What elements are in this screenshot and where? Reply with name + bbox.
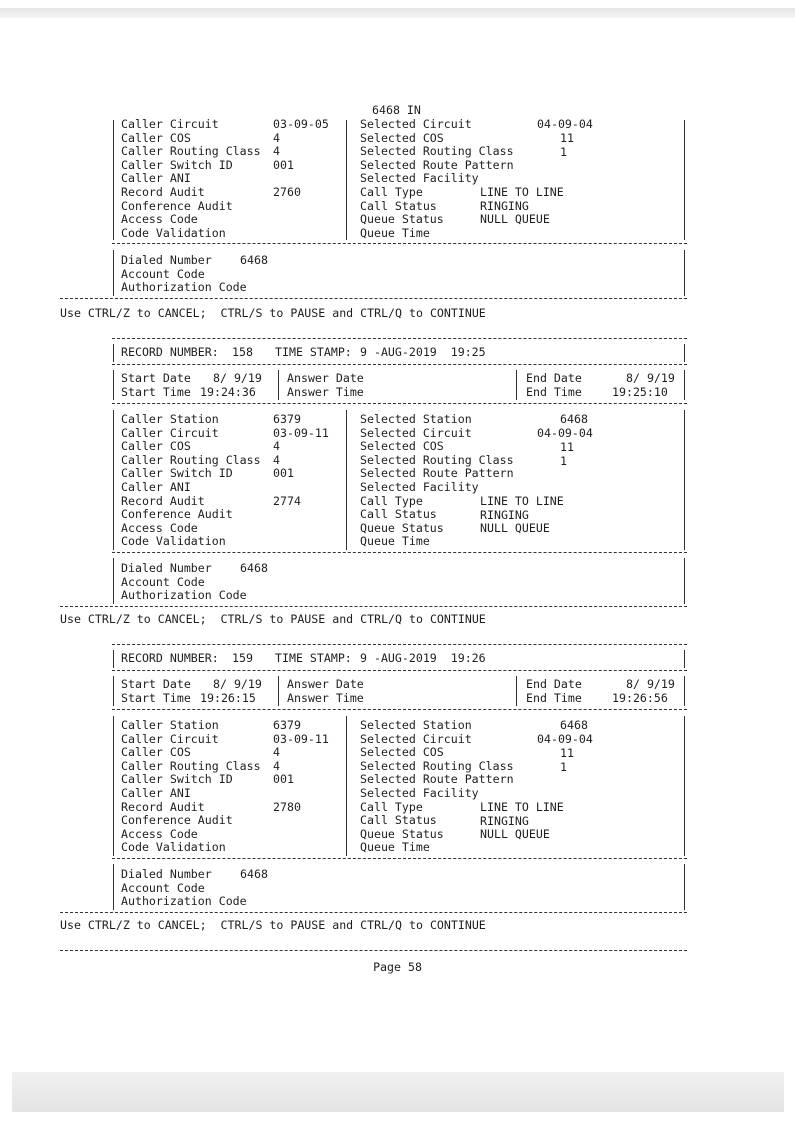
label: Conference Audit [121,507,233,522]
answer-time-label: Answer Time [287,385,364,399]
prev-dial-labels [121,254,247,295]
record-left-values [273,719,329,841]
scan-edge-bottom [12,1072,784,1112]
value: 001 [273,466,294,481]
value: 04-09-04 [537,732,593,746]
divider [278,370,279,400]
end-time: 19:25:10 [612,385,668,399]
end-time-label: End Time [526,691,582,705]
end-date: 8/ 9/19 [626,677,675,691]
label: Code Validation [121,225,226,240]
value: 4 [273,130,280,145]
border [684,716,685,856]
label: Dialed Number [121,253,212,267]
label: Code Validation [121,840,226,855]
label: Caller Station [121,412,219,426]
separator [60,950,687,951]
border [684,650,685,668]
label: Selected Routing Class [360,452,514,467]
label: Access Code [121,212,198,227]
label: Caller Circuit [121,731,219,746]
border [684,370,685,400]
label: Call Status [360,813,437,828]
border [113,716,114,856]
start-time: 19:24:36 [200,385,256,399]
start-time-label: Start Time [121,691,191,705]
time-stamp-label: TIME STAMP: [275,345,352,359]
time-stamp: 9 -AUG-2019 19:25 [360,345,486,359]
record-right-call-values [480,495,564,536]
divider [346,120,347,240]
prev-left-labels [121,118,261,240]
label: Queue Time [360,225,430,240]
label: Caller Circuit [121,117,219,131]
record-right-call-values [480,801,564,842]
time-stamp-label: TIME STAMP: [275,651,352,665]
label: Caller Switch ID [121,466,233,481]
label: Queue Status [360,520,444,535]
separator [112,709,687,710]
start-date-label: Start Date [121,371,191,385]
border [113,650,114,668]
top-label: 6468 IN [372,103,421,117]
label: Selected Circuit [360,117,472,131]
value: LINE TO LINE [480,800,564,814]
record-right-circuit [537,733,593,747]
label: Code Validation [121,534,226,549]
end-date-label: End Date [526,677,582,691]
value: 04-09-04 [537,117,593,131]
label: Caller COS [121,439,191,454]
label: Authorization Code [121,588,247,603]
value: RINGING [480,813,529,828]
separator [112,243,687,244]
label: Queue Time [360,534,430,549]
value: 4 [273,439,280,454]
value: NULL QUEUE [480,212,550,227]
value: 1 [560,453,567,468]
border [684,250,685,296]
divider [516,370,517,400]
continue-prompt: Use CTRL/Z to CANCEL; CTRL/S to PAUSE and CTRL/Q to CONTINUE [60,612,486,626]
separator [112,552,687,553]
separator [60,298,687,299]
label: Authorization Code [121,280,247,295]
value: 6468 [560,412,588,426]
separator [112,338,687,339]
label: Caller Station [121,718,219,732]
label: Selected COS [360,130,444,145]
start-date: 8/ 9/19 [213,677,262,691]
separator [60,606,687,607]
label: Conference Audit [121,198,233,213]
end-date: 8/ 9/19 [626,371,675,385]
end-time: 19:26:56 [612,691,668,705]
label: Selected Facility [360,171,479,186]
prev-right-call-values [480,186,564,227]
label: Selected Routing Class [360,144,514,159]
value: 1 [560,144,567,159]
value: 6379 [273,412,301,426]
label: Caller ANI [121,171,191,186]
answer-date-label: Answer Date [287,677,364,691]
divider [516,676,517,706]
value: NULL QUEUE [480,827,550,842]
label: Caller ANI [121,479,191,494]
label: Call Status [360,198,437,213]
value: 6379 [273,718,301,732]
value: 4 [273,745,280,760]
value: LINE TO LINE [480,185,564,199]
separator [112,403,687,404]
label: Account Code [121,574,205,589]
label: Caller Routing Class [121,144,261,159]
border [113,864,114,910]
answer-date-label: Answer Date [287,371,364,385]
divider [346,716,347,856]
label: Record Audit [121,184,205,199]
page-number: Page 58 [373,960,422,974]
record-dial-labels [121,562,247,603]
label: Caller Switch ID [121,157,233,172]
label: Call Type [360,799,423,814]
label: Conference Audit [121,813,233,828]
time-stamp: 9 -AUG-2019 19:26 [360,651,486,665]
label: Selected Facility [360,785,479,800]
label: Call Type [360,184,423,199]
label: Selected Circuit [360,425,472,440]
separator [112,670,687,671]
border [113,410,114,550]
record-number: 159 [232,651,253,665]
label: Account Code [121,266,205,281]
label: Access Code [121,826,198,841]
label: Caller ANI [121,785,191,800]
label: Queue Status [360,826,444,841]
record-dial-labels [121,868,247,909]
value: 001 [273,772,294,787]
value: 2774 [273,493,301,508]
label: Selected COS [360,745,444,760]
label: Selected COS [360,439,444,454]
value: 4 [273,452,280,467]
record-left-labels [121,719,261,855]
record-number-label: RECORD NUMBER: [121,651,219,665]
record-right-top-values [560,413,588,427]
label: Queue Time [360,840,430,855]
label: Access Code [121,520,198,535]
value: 001 [273,157,294,172]
label: Authorization Code [121,894,247,909]
start-time-label: Start Time [121,385,191,399]
label: Caller Circuit [121,425,219,440]
value: 03-09-11 [273,731,329,746]
border [684,558,685,604]
prev-dial-value: 6468 [240,253,268,267]
separator [112,858,687,859]
value: 11 [560,746,574,760]
border [684,344,685,362]
label: Call Type [360,493,423,508]
border [113,370,114,400]
end-date-label: End Date [526,371,582,385]
label: Selected Circuit [360,731,472,746]
label: Selected Station [360,412,472,426]
label: Selected Route Pattern [360,772,514,787]
value: 11 [560,131,574,145]
label: Queue Status [360,212,444,227]
label: Selected Route Pattern [360,157,514,172]
record-right-circuit [537,427,593,441]
border [684,410,685,550]
answer-time-label: Answer Time [287,691,364,705]
border [113,250,114,296]
value: 2780 [273,799,301,814]
record-number: 158 [232,345,253,359]
record-number-label: RECORD NUMBER: [121,345,219,359]
border [684,864,685,910]
divider [346,410,347,550]
record-left-labels [121,413,261,549]
value: 03-09-11 [273,425,329,440]
label: Caller Routing Class [121,758,261,773]
label: Account Code [121,880,205,895]
label: Dialed Number [121,561,212,575]
start-time: 19:26:15 [200,691,256,705]
continue-prompt: Use CTRL/Z to CANCEL; CTRL/S to PAUSE and CTRL/Q to CONTINUE [60,306,486,320]
value: 04-09-04 [537,426,593,440]
value: RINGING [480,198,529,213]
prev-right-mid-values [560,132,574,159]
end-time-label: End Time [526,385,582,399]
label: Caller Switch ID [121,772,233,787]
label: Selected Station [360,718,472,732]
border [113,120,114,240]
label: Record Audit [121,799,205,814]
separator [60,912,687,913]
value: 03-09-05 [273,117,329,131]
record-right-mid-values [560,441,574,468]
label: Caller COS [121,745,191,760]
label: Dialed Number [121,867,212,881]
value: LINE TO LINE [480,494,564,508]
value: 1 [560,759,567,774]
label: Selected Facility [360,479,479,494]
value: 4 [273,758,280,773]
separator [112,644,687,645]
value: 11 [560,440,574,454]
record-right-top-values [560,719,588,733]
label: Caller COS [121,130,191,145]
border [113,344,114,362]
value: 4 [273,144,280,159]
border [113,558,114,604]
record-right-mid-values [560,747,574,774]
start-date: 8/ 9/19 [213,371,262,385]
continue-prompt: Use CTRL/Z to CANCEL; CTRL/S to PAUSE and CTRL/Q to CONTINUE [60,918,486,932]
value: 2760 [273,184,301,199]
record-dial-value: 6468 [240,867,268,881]
label: Selected Route Pattern [360,466,514,481]
label: Selected Routing Class [360,758,514,773]
label: Caller Routing Class [121,452,261,467]
label: Record Audit [121,493,205,508]
value: RINGING [480,507,529,522]
record-left-values [273,413,329,535]
prev-left-values [273,118,329,227]
prev-right-top-values [537,118,593,132]
divider [278,676,279,706]
border [684,120,685,240]
record-dial-value: 6468 [240,561,268,575]
border [113,676,114,706]
border [684,676,685,706]
scan-edge-top [0,8,795,18]
value: NULL QUEUE [480,521,550,536]
start-date-label: Start Date [121,677,191,691]
label: Call Status [360,507,437,522]
separator [112,364,687,365]
value: 6468 [560,718,588,732]
